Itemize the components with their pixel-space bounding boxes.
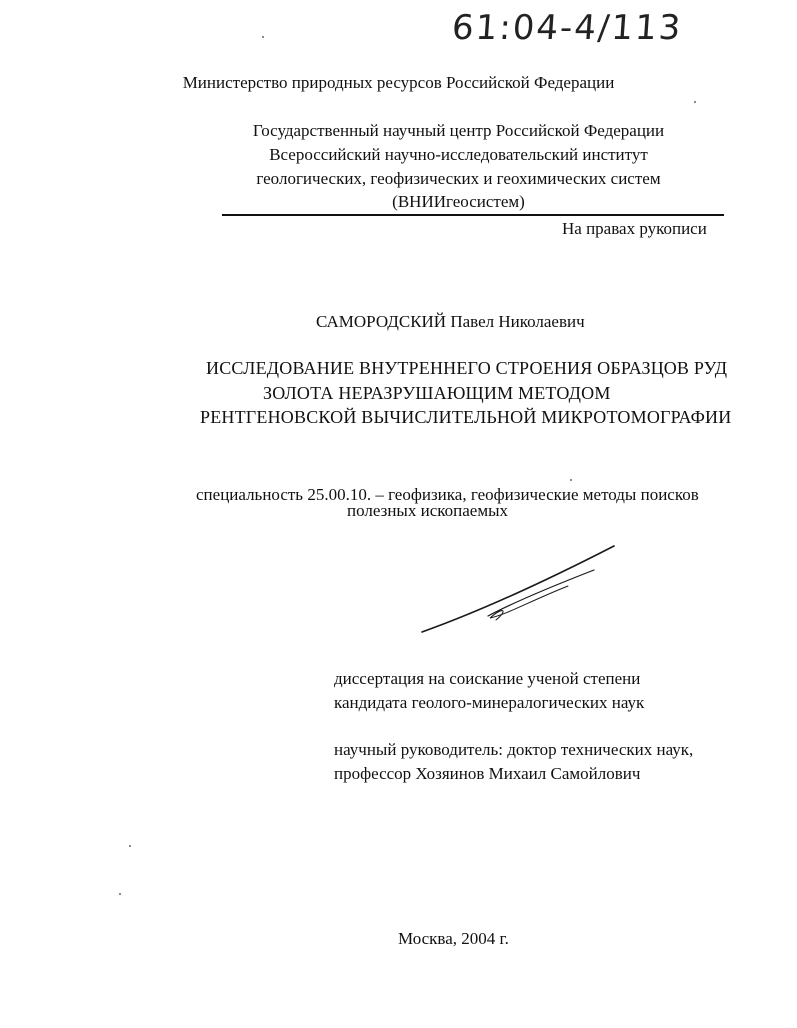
title-line-1: ИССЛЕДОВАНИЕ ВНУТРЕННЕГО СТРОЕНИЯ ОБРАЗЦОВ РУД xyxy=(206,358,728,378)
degree-line-2: кандидата геолого-минералогических наук xyxy=(334,693,645,712)
ministry-line: Министерство природных ресурсов Российской Федерации xyxy=(182,73,615,92)
signature xyxy=(418,540,628,640)
center-line: Государственный научный центр Российской Федерации xyxy=(252,121,665,140)
author-name: САМОРОДСКИЙ Павел Николаевич xyxy=(316,312,585,331)
specialty-line-1: специальность 25.00.10. – геофизика, геофизические методы поисков xyxy=(196,485,699,504)
scan-speck xyxy=(119,893,121,895)
scan-speck xyxy=(694,101,696,103)
scan-speck xyxy=(262,36,264,38)
institute-line-2: геологических, геофизических и геохимических систем xyxy=(256,169,661,188)
degree-line-1: диссертация на соискание ученой степени xyxy=(334,669,641,688)
specialty-line-2: полезных ископаемых xyxy=(347,501,509,520)
institute-line-1: Всероссийский научно-исследовательский институт xyxy=(269,145,648,164)
supervisor-line-2: профессор Хозяинов Михаил Самойлович xyxy=(334,764,641,783)
header-divider xyxy=(222,214,724,216)
scan-speck xyxy=(570,479,572,481)
city-year: Москва, 2004 г. xyxy=(398,929,509,948)
scan-speck xyxy=(129,845,131,847)
title-line-3: РЕНТГЕНОВСКОЙ ВЫЧИСЛИТЕЛЬНОЙ МИКРОТОМОГРАФИИ xyxy=(200,407,732,427)
title-line-2: ЗОЛОТА НЕРАЗРУШАЮЩИМ МЕТОДОМ xyxy=(263,383,611,403)
manuscript-note: На правах рукописи xyxy=(562,219,707,238)
archive-number-handwritten: 61:04-4/113 xyxy=(450,8,684,48)
institute-abbreviation: (ВНИИгеосистем) xyxy=(392,192,525,211)
supervisor-line-1: научный руководитель: доктор технических наук, xyxy=(334,740,694,759)
